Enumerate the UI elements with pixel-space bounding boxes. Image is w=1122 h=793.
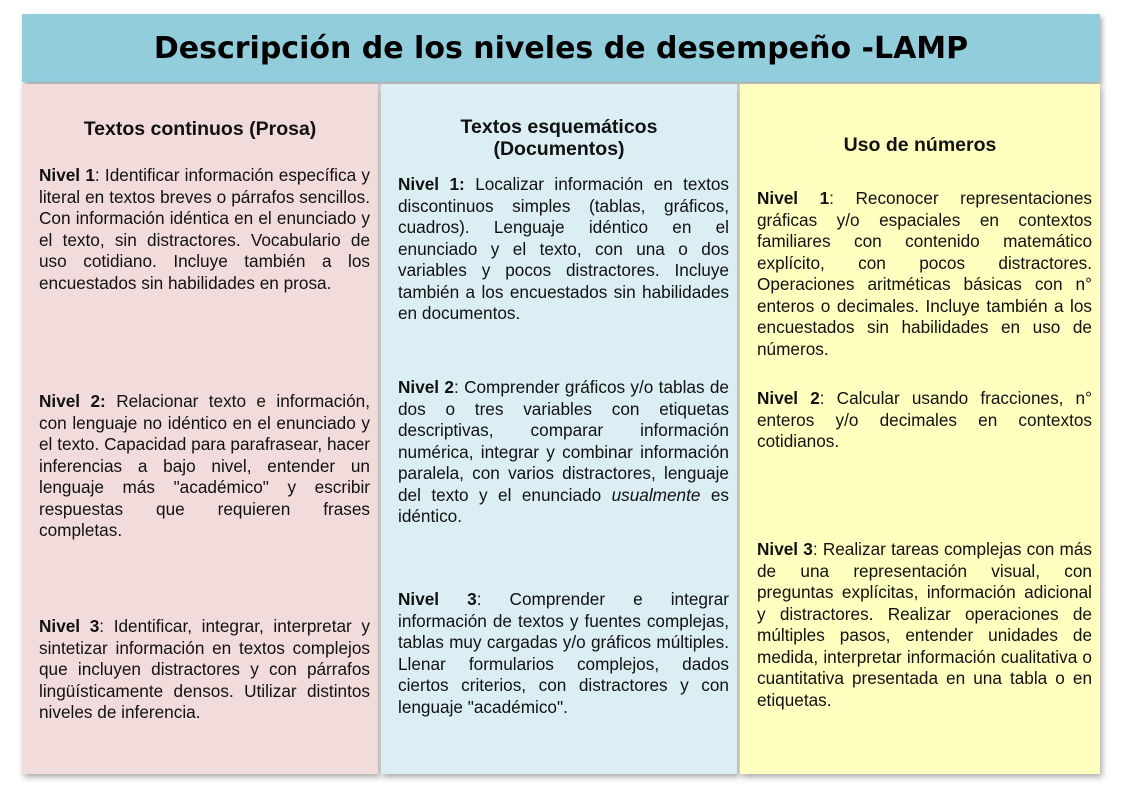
level-separator [465,174,475,194]
column-header-numeros: Uso de números [843,134,997,156]
prosa-level-3 [39,616,370,724]
level-description: Identificar información específica y literal en textos breves o párrafos sencillos. Con información idéntica en el enunciado y el texto, sin distractores. Vocabulario de uso cotidiano. Incluye también a los encuestados sin habilidades en prosa. [39,165,370,293]
level-description: Comprender e integrar información de textos y fuentes complejas, tablas muy cargadas y/o gráficos múltiples. Llenar formularios complejos, dados ciertos criterios, con distractores y con lenguaje "académico". [398,589,729,717]
numeros-level-1 [757,188,1092,360]
page-title: Descripción de los niveles de desempeño -LAMP [153,30,969,66]
level-label: Nivel 1 [757,188,830,208]
level-separator: : [99,616,114,636]
column-header-prosa: Textos continuos (Prosa) [83,118,317,140]
column-header-documentos [391,116,727,160]
level-description: Localizar información en textos discontinuos simples (tablas, gráficos, cuadros). Lenguaje idéntico en el enunciado y el texto, con una o dos variables y pocos distractores. Incluye también a los encuestados sin habilidades en documentos. [398,174,729,323]
column-documentos [381,84,737,774]
documentos-level-1 [398,174,729,325]
documentos-level-3 [398,589,729,718]
title-banner [22,14,1100,82]
level-emphasis: usualmente [611,484,701,505]
prosa-level-1 [39,165,370,294]
level-description-end: es idéntico. [398,484,729,526]
level-description: Realizar tareas complejas con más de una representación visual, con preguntas explícitas, información adicional y distractores. Realizar operaciones de múltiples pasos, entender unidades de medida, interpretar información cualitativa o cuantitativa presentada en una tabla o en etiquetas. [757,539,1092,710]
level-separator: : [453,377,465,397]
level-description: Calcular usando fracciones, n° enteros y/o decimales en contextos cotidianos. [757,388,1092,451]
level-label: Nivel 3 [757,539,813,559]
level-description: Comprender gráficos y/o tablas de dos o tres variables con etiquetas descriptivas, comparar información numérica, integrar y combinar información paralela, con varios distractores, lenguaje del texto y el enunciado [398,377,729,505]
level-separator: : [829,188,856,208]
level-label: Nivel 2 [757,388,820,408]
level-separator [106,391,116,411]
level-label: Nivel 3 [398,589,477,609]
level-separator: : [812,539,823,559]
numeros-level-2 [757,388,1092,453]
column-prosa [22,84,378,774]
level-label: Nivel 2: [39,391,106,411]
level-label: Nivel 2 [398,377,454,397]
documentos-level-2 [398,377,729,528]
prosa-level-2 [39,391,370,542]
level-description: Relacionar texto e información, con lenguaje no idéntico en el enunciado y el texto. Capacidad para parafrasear, hacer inferencias a bajo nivel, entender un lenguaje más "académico" y escribir respuestas que requieren frases completas. [39,391,370,540]
level-description: Identificar, integrar, interpretar y sintetizar información en textos complejos que incluyen distractores y con párrafos lingüísticamente densos. Utilizar distintos niveles de inferencia. [39,616,370,722]
level-separator: : [94,165,105,185]
level-label: Nivel 1: [398,174,465,194]
level-separator: : [476,589,510,609]
level-separator: : [819,388,837,408]
column-numeros [740,84,1100,774]
level-label: Nivel 1 [39,165,95,185]
level-description: Reconocer representaciones gráficas y/o espaciales en contextos familiares con contenido matemático explícito, con pocos distractores. Operaciones aritméticas básicas con n° enteros o decimales. Incluye también a los encuestados sin habilidades en uso de números. [757,188,1092,359]
level-label: Nivel 3 [39,616,100,636]
column-header-line-2: (Documentos) [493,138,625,160]
column-header-line-1: Textos esquemáticos [460,116,658,138]
numeros-level-3 [757,539,1092,711]
